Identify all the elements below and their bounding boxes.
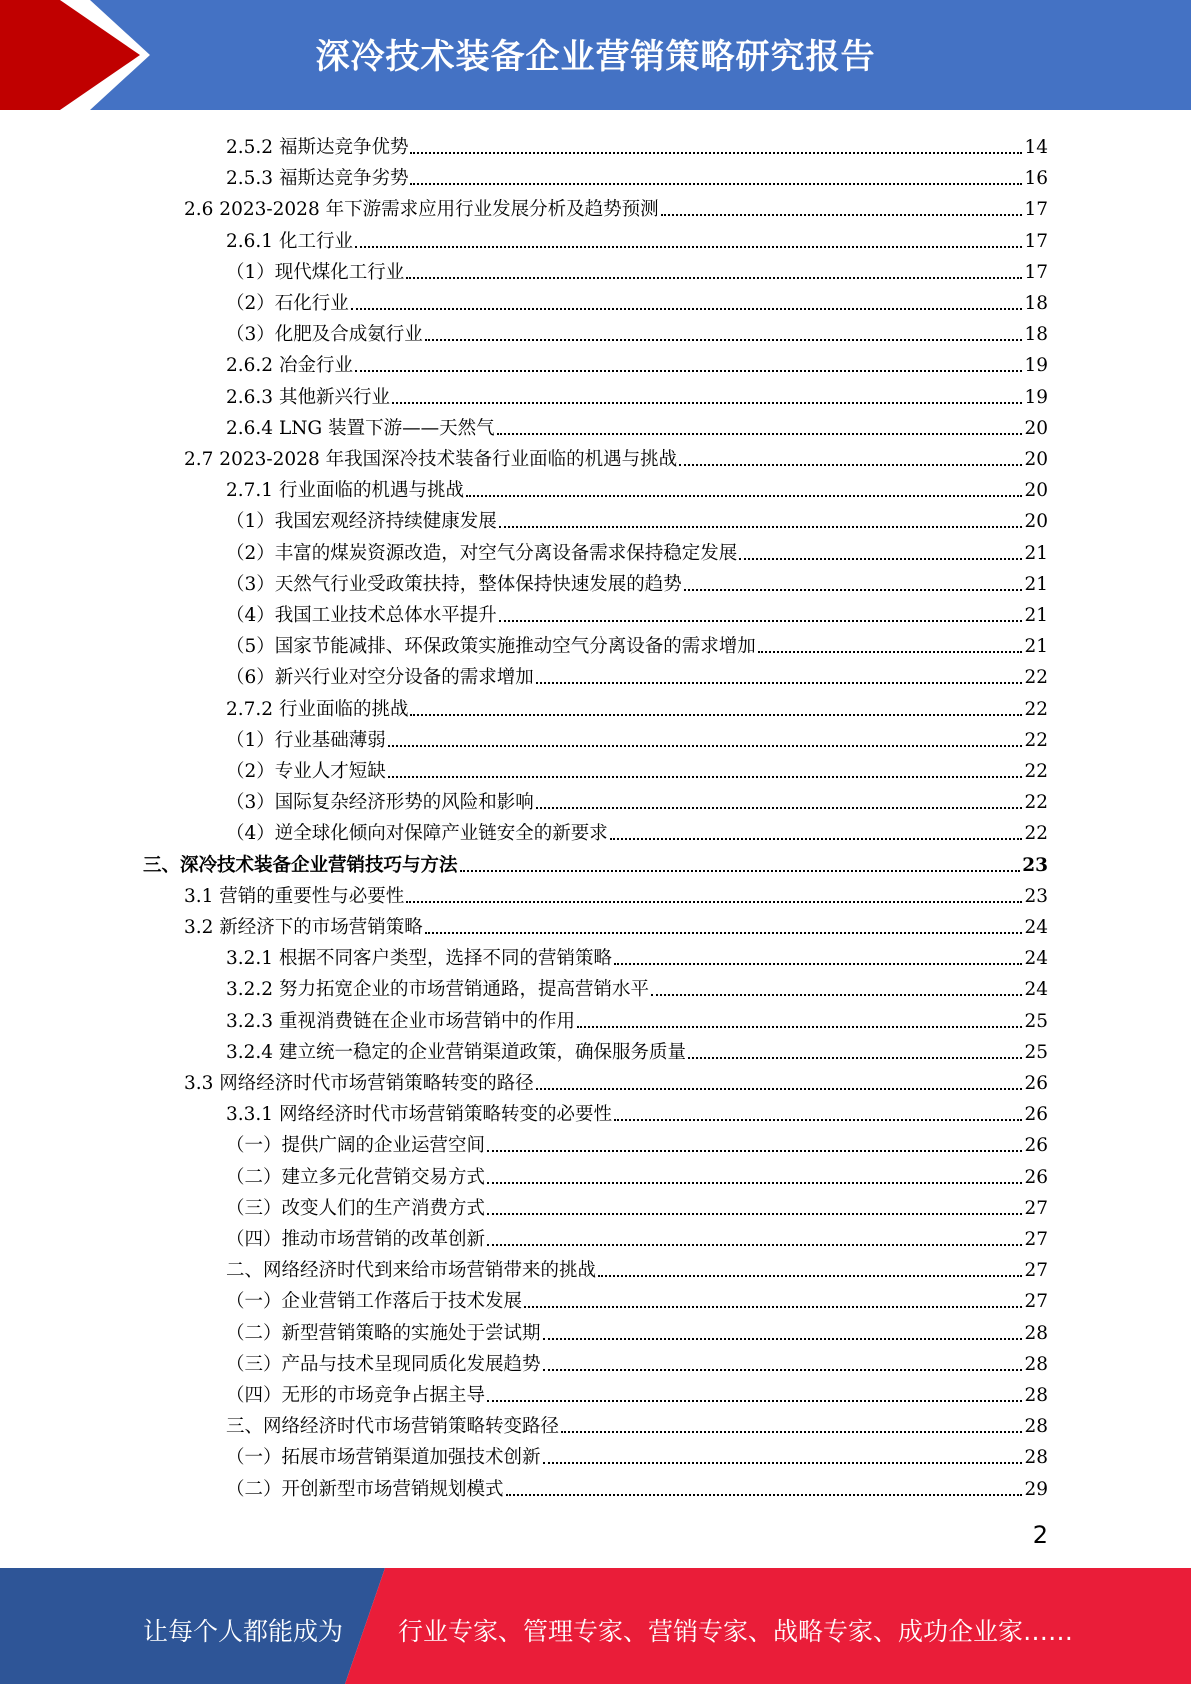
- toc-entry[interactable]: [184, 190, 1048, 221]
- toc-entry-page: 22: [1024, 698, 1048, 720]
- toc-entry-title: （3）国际复杂经济形势的风险和影响: [226, 792, 534, 814]
- toc-entry[interactable]: [226, 1438, 1048, 1469]
- toc-entry[interactable]: [226, 970, 1048, 1001]
- toc-entry-title: （二）建立多元化营销交易方式: [226, 1166, 486, 1188]
- toc-entry[interactable]: [226, 939, 1048, 970]
- toc-entry[interactable]: [226, 378, 1048, 409]
- toc-entry-page: 24: [1024, 917, 1048, 938]
- toc-entry[interactable]: [226, 1220, 1048, 1251]
- toc-entry-page: 19: [1024, 355, 1048, 377]
- toc-entry-title: （一）拓展市场营销渠道加强技术创新: [226, 1447, 541, 1469]
- toc-entry-page: 27: [1024, 1291, 1048, 1313]
- toc-entry[interactable]: [226, 1345, 1048, 1376]
- toc-dot-leader: [536, 806, 1023, 809]
- toc-entry-page: 19: [1024, 386, 1048, 408]
- toc-entry-page: 22: [1024, 792, 1048, 814]
- toc-entry-title: 3.2.4 建立统一稳定的企业营销渠道政策，确保服务质量: [226, 1041, 686, 1063]
- toc-dot-leader: [614, 962, 1022, 965]
- toc-entry-title: （1）行业基础薄弱: [226, 729, 386, 751]
- toc-entry-title: 2.5.2 福斯达竞争优势: [226, 137, 409, 158]
- toc-entry-page: 23: [1024, 885, 1048, 907]
- toc-dot-leader: [392, 401, 1022, 404]
- toc-entry-page: 17: [1024, 199, 1048, 221]
- toc-entry-page: 29: [1024, 1478, 1048, 1500]
- toc-entry[interactable]: [226, 1470, 1048, 1501]
- toc-dot-leader: [355, 369, 1023, 372]
- toc-dot-leader: [388, 775, 1023, 778]
- toc-dot-leader: [351, 307, 1023, 310]
- toc-entry[interactable]: [226, 783, 1048, 814]
- toc-entry-title: 3.2 新经济下的市场营销策略: [184, 917, 423, 938]
- toc-dot-leader: [651, 993, 1022, 996]
- toc-entry[interactable]: [184, 877, 1048, 908]
- toc-entry[interactable]: [226, 409, 1048, 440]
- toc-entry[interactable]: [226, 1002, 1048, 1033]
- toc-dot-leader: [543, 1461, 1023, 1464]
- toc-entry-title: （一）企业营销工作落后于技术发展: [226, 1291, 523, 1313]
- toc-entry-title: 2.6.1 化工行业: [226, 230, 353, 252]
- toc-entry-title: 2.6 2023-2028 年下游需求应用行业发展分析及趋势预测: [184, 199, 659, 221]
- toc-dot-leader: [577, 1025, 1022, 1028]
- toc-entry[interactable]: [226, 658, 1048, 689]
- toc-entry-title: （2）丰富的煤炭资源改造，对空气分离设备需求保持稳定发展: [226, 542, 738, 564]
- toc-entry-page: 20: [1024, 417, 1048, 439]
- toc-dot-leader: [466, 494, 1022, 497]
- toc-entry[interactable]: [143, 846, 1048, 877]
- toc-entry[interactable]: [226, 222, 1048, 253]
- toc-entry-page: 17: [1024, 230, 1048, 252]
- toc-dot-leader: [410, 182, 1022, 185]
- toc-entry-title: （三）改变人们的生产消费方式: [226, 1197, 486, 1219]
- toc-dot-leader: [739, 557, 1022, 560]
- toc-entry-page: 14: [1024, 137, 1048, 158]
- page-footer: [0, 1568, 1191, 1684]
- toc-entry-title: （6）新兴行业对空分设备的需求增加: [226, 667, 534, 689]
- toc-dot-leader: [406, 900, 1022, 903]
- toc-entry-page: 24: [1024, 979, 1048, 1001]
- toc-entry[interactable]: [226, 1095, 1048, 1126]
- toc-entry-page: 25: [1024, 1010, 1048, 1032]
- toc-entry[interactable]: [226, 1189, 1048, 1220]
- toc-entry-title: 3.3 网络经济时代市场营销策略转变的路径: [184, 1073, 534, 1094]
- toc-entry-page: 27: [1024, 1229, 1048, 1250]
- toc-entry[interactable]: [226, 690, 1048, 721]
- toc-entry-page: 28: [1024, 1447, 1048, 1469]
- toc-dot-leader: [506, 1493, 1023, 1496]
- toc-entry[interactable]: [226, 752, 1048, 783]
- toc-dot-leader: [684, 588, 1023, 591]
- toc-entry[interactable]: [226, 627, 1048, 658]
- toc-entry-title: （三）产品与技术呈现同质化发展趋势: [226, 1353, 541, 1375]
- toc-entry-page: 28: [1024, 1353, 1048, 1375]
- toc-entry-title: 三、网络经济时代市场营销策略转变路径: [226, 1416, 560, 1438]
- toc-entry-page: 22: [1024, 761, 1048, 782]
- toc-entry-title: （二）新型营销策略的实施处于尝试期: [226, 1322, 541, 1344]
- toc-entry[interactable]: [226, 1033, 1048, 1064]
- toc-entry-title: 2.6.4 LNG 装置下游——天然气: [226, 417, 495, 439]
- toc-entry-title: （3）化肥及合成氨行业: [226, 324, 423, 346]
- toc-entry-page: 26: [1024, 1135, 1048, 1157]
- toc-dot-leader: [410, 713, 1022, 716]
- toc-entry-page: 20: [1024, 449, 1048, 470]
- toc-entry-title: （1）现代煤化工行业: [226, 261, 405, 283]
- toc-entry-page: 22: [1024, 729, 1048, 751]
- toc-entry[interactable]: [226, 534, 1048, 565]
- toc-entry-title: （4）我国工业技术总体水平提升: [226, 605, 497, 626]
- toc-entry[interactable]: [226, 346, 1048, 377]
- toc-entry-page: 18: [1024, 324, 1048, 346]
- toc-entry[interactable]: [226, 1376, 1048, 1407]
- toc-entry[interactable]: [226, 596, 1048, 627]
- toc-entry-title: （一）提供广阔的企业运营空间: [226, 1135, 486, 1157]
- toc-entry-page: 21: [1024, 573, 1048, 595]
- toc-entry-page: 16: [1024, 168, 1048, 190]
- toc-entry-title: 2.5.3 福斯达竞争劣势: [226, 168, 409, 190]
- toc-entry-page: 18: [1024, 293, 1048, 314]
- toc-entry-title: （5）国家节能减排、环保政策实施推动空气分离设备的需求增加: [226, 636, 756, 658]
- toc-entry[interactable]: [226, 1158, 1048, 1189]
- toc-entry[interactable]: [184, 1064, 1048, 1095]
- toc-entry-page: 23: [1022, 854, 1048, 876]
- toc-dot-leader: [543, 1337, 1023, 1340]
- toc-entry-title: 2.6.2 冶金行业: [226, 355, 353, 377]
- toc-entry-title: 2.7 2023-2028 年我国深冷技术装备行业面临的机遇与挑战: [184, 449, 678, 470]
- toc-entry-page: 28: [1024, 1322, 1048, 1344]
- toc-dot-leader: [497, 432, 1023, 435]
- toc-dot-leader: [388, 744, 1023, 747]
- toc-entry-title: 3.2.1 根据不同客户类型，选择不同的营销策略: [226, 948, 612, 970]
- toc-entry-title: 2.6.3 其他新兴行业: [226, 386, 390, 408]
- toc-dot-leader: [661, 213, 1023, 216]
- toc-entry[interactable]: [226, 502, 1048, 533]
- toc-entry-page: 26: [1024, 1104, 1048, 1126]
- header-title: 深冷技术装备企业营销策略研究报告: [315, 37, 876, 77]
- toc-entry-page: 21: [1024, 542, 1048, 564]
- footer-slogan-right: 行业专家、管理专家、营销专家、战略专家、成功企业家……: [398, 1617, 1074, 1646]
- toc-entry-title: （4）逆全球化倾向对保障产业链安全的新要求: [226, 823, 608, 845]
- toc-entry[interactable]: [226, 315, 1048, 346]
- toc-entry-title: 3.2.2 努力拓宽企业的市场营销通路，提高营销水平: [226, 979, 649, 1001]
- toc-entry-page: 17: [1024, 261, 1048, 283]
- toc-dot-leader: [561, 1430, 1022, 1433]
- toc-dot-leader: [536, 1087, 1023, 1090]
- toc-entry-title: 3.1 营销的重要性与必要性: [184, 885, 405, 907]
- toc-entry-page: 24: [1024, 948, 1048, 970]
- toc-entry[interactable]: [226, 1251, 1048, 1282]
- toc-dot-leader: [487, 1399, 1022, 1402]
- toc-entry[interactable]: [226, 1126, 1048, 1157]
- toc-dot-leader: [410, 151, 1022, 154]
- toc-entry-title: （四）无形的市场竞争占据主导: [226, 1385, 486, 1406]
- toc-dot-leader: [688, 1056, 1022, 1059]
- toc-entry[interactable]: [226, 284, 1048, 315]
- toc-entry-page: 27: [1024, 1197, 1048, 1219]
- toc-entry-page: 26: [1024, 1073, 1048, 1094]
- toc-dot-leader: [406, 276, 1022, 279]
- toc-dot-leader: [536, 681, 1023, 684]
- toc-entry[interactable]: [184, 908, 1048, 939]
- toc-entry-title: 三、深冷技术装备企业营销技巧与方法: [143, 854, 458, 876]
- toc-entry-page: 28: [1024, 1385, 1048, 1406]
- toc-entry[interactable]: [226, 253, 1048, 284]
- toc-entry[interactable]: [226, 814, 1048, 845]
- toc-dot-leader: [487, 1243, 1022, 1246]
- toc-entry-page: 26: [1024, 1166, 1048, 1188]
- toc-entry-title: （2）石化行业: [226, 293, 349, 314]
- toc-entry-title: （3）天然气行业受政策扶持，整体保持快速发展的趋势: [226, 573, 682, 595]
- toc-dot-leader: [425, 338, 1023, 341]
- toc-entry-page: 28: [1024, 1416, 1048, 1438]
- toc-entry-title: （四）推动市场营销的改革创新: [226, 1229, 486, 1250]
- toc-entry-page: 22: [1024, 823, 1048, 845]
- toc-entry[interactable]: [226, 159, 1048, 190]
- toc-dot-leader: [487, 1149, 1022, 1152]
- toc-entry[interactable]: [226, 565, 1048, 596]
- toc-entry[interactable]: [226, 128, 1048, 159]
- toc-entry[interactable]: [184, 440, 1048, 471]
- page-number: 2: [1032, 1521, 1048, 1549]
- toc-entry[interactable]: [226, 1282, 1048, 1313]
- toc-dot-leader: [614, 1118, 1022, 1121]
- toc-entry-page: 25: [1024, 1041, 1048, 1063]
- toc-dot-leader: [499, 619, 1023, 622]
- toc-entry-page: 20: [1024, 511, 1048, 533]
- toc-entry-page: 21: [1024, 636, 1048, 658]
- toc-dot-leader: [425, 931, 1023, 934]
- page-header: [0, 0, 1191, 110]
- toc-dot-leader: [460, 869, 1021, 872]
- toc-entry-title: 二、网络经济时代到来给市场营销带来的挑战: [226, 1260, 597, 1282]
- toc-entry-page: 21: [1024, 605, 1048, 626]
- toc-entry-title: （1）我国宏观经济持续健康发展: [226, 511, 497, 533]
- toc-entry[interactable]: [226, 1407, 1048, 1438]
- toc-dot-leader: [610, 837, 1023, 840]
- footer-slogan-left: 让每个人都能成为: [143, 1617, 344, 1646]
- toc-entry[interactable]: [226, 471, 1048, 502]
- toc-entry-title: （二）开创新型市场营销规划模式: [226, 1478, 504, 1500]
- toc-entry-title: 2.7.2 行业面临的挑战: [226, 698, 409, 720]
- toc-dot-leader: [355, 245, 1023, 248]
- toc-entry-title: （2）专业人才短缺: [226, 761, 386, 782]
- toc-entry-title: 3.2.3 重视消费链在企业市场营销中的作用: [226, 1010, 575, 1032]
- toc-entry-page: 20: [1024, 480, 1048, 502]
- toc-dot-leader: [524, 1305, 1022, 1308]
- toc-dot-leader: [598, 1274, 1022, 1277]
- toc-dot-leader: [543, 1368, 1023, 1371]
- toc-entry[interactable]: [226, 721, 1048, 752]
- toc-entry-page: 22: [1024, 667, 1048, 689]
- toc-dot-leader: [758, 650, 1023, 653]
- toc-dot-leader: [487, 1181, 1022, 1184]
- toc-entry-page: 27: [1024, 1260, 1048, 1282]
- toc-entry-title: 2.7.1 行业面临的机遇与挑战: [226, 480, 464, 502]
- toc-entry-title: 3.3.1 网络经济时代市场营销策略转变的必要性: [226, 1104, 612, 1126]
- toc-dot-leader: [499, 525, 1023, 528]
- toc-entry[interactable]: [226, 1314, 1048, 1345]
- toc-dot-leader: [679, 463, 1022, 466]
- toc-dot-leader: [487, 1212, 1022, 1215]
